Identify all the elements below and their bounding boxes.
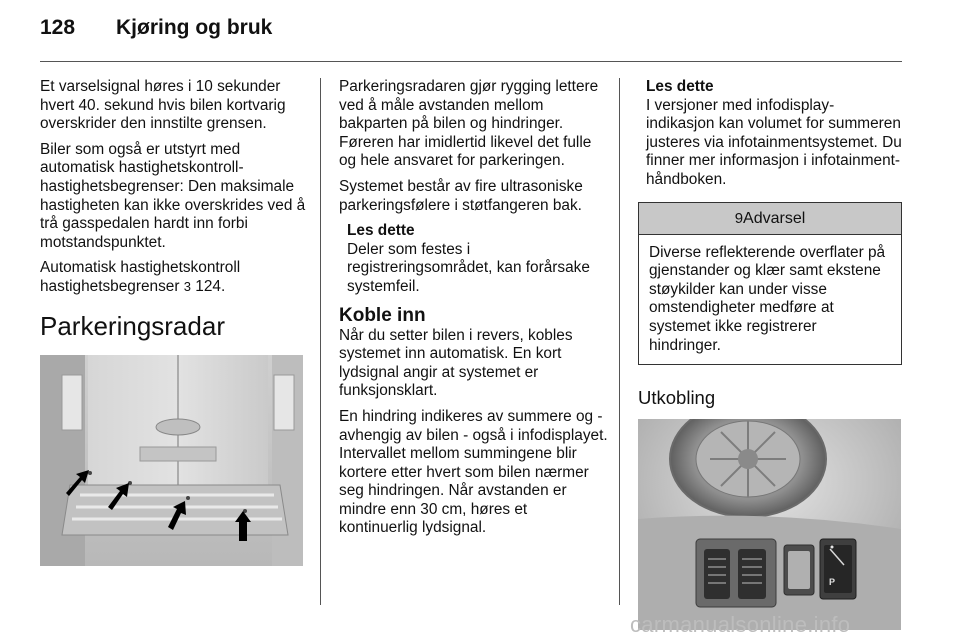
page-header [40,16,272,40]
note-title: Les dette [347,222,415,240]
page-number: 128 [40,16,76,39]
chapter-title: Kjøring og bruk [116,16,273,39]
paragraph: Når du setter bilen i revers, kobles systemet inn automatisk. En kort lydsignal angir at systemet er funksjonsklart. [339,326,573,400]
column-3 [638,78,902,630]
page-reference-arrow-icon[interactable]: 3 [183,278,191,294]
column-2 [339,78,609,545]
column-divider [320,78,321,605]
note-body: I versjoner med infodisplay-indikasjon kan volumet for summeren justeres via infotainmentsystemet. Du finner mer informasjon i infotainment-håndboken. [646,96,902,188]
warning-title: Advarsel [743,209,806,227]
paragraph: Parkeringsradaren gjør rygging lettere ved å måle avstanden mellom bakparten på bilen og hindringer. Føreren har imidlertid likevel det fulle og hele ansvaret for parkeringen. [339,78,599,170]
warning-box [638,202,902,366]
paragraph: En hindring indikeres av summere og - avhengig av bilen - også i infodisplayet. Intervallet mellom summingene blir kortere etter hvert som bilen nærmer seg hindringen. Når avstanden er mindre enn 30 cm, høres et kontinuerlig lydsignal. [339,407,608,537]
note-title: Les dette [646,78,714,95]
paragraph: Biler som også er utstyrt med automatisk hastighetskontroll-hastighetsbegrenser: Den maksimale hastigheten kan ikke overskrides ved å trå gasspedalen hardt inn forbi motstandspunktet. [40,140,306,251]
header-rule [40,61,902,62]
parking-sensor-switch-illustration [638,419,901,630]
paragraph: Et varselsignal høres i 10 sekunder hvert 40. sekund hvis bilen kortvarig overskrider den innstilte grensen. [40,78,286,133]
note-box [347,222,609,296]
section-heading: Utkobling [638,387,716,409]
parking-switch-label: P [829,577,836,588]
note-body: Deler som festes i registreringsområdet, kan forårsake systemfeil. [347,240,590,295]
column-divider [619,78,620,605]
warning-triangle-icon: 9 [734,209,744,227]
paragraph: Systemet består av fire ultrasoniske parkeringsfølere i støtfangeren bak. [339,177,583,214]
note-box [646,78,902,190]
column-1 [40,78,310,566]
paragraph: Automatisk hastighetskontroll hastighetsbegrenser 3 124. [40,259,241,295]
section-heading: Parkeringsradar [40,310,225,341]
rear-bumper-sensors-illustration [40,355,303,566]
section-heading: Koble inn [339,304,426,326]
watermark: carmanualsonline.info [630,612,851,637]
warning-header [639,203,901,235]
warning-body: Diverse reflekterende overflater på gjenstander og klær samt ekstene støykilder kan under visse omstendigheter medføre at systemet ikke registrerer hindringer. [649,243,886,354]
